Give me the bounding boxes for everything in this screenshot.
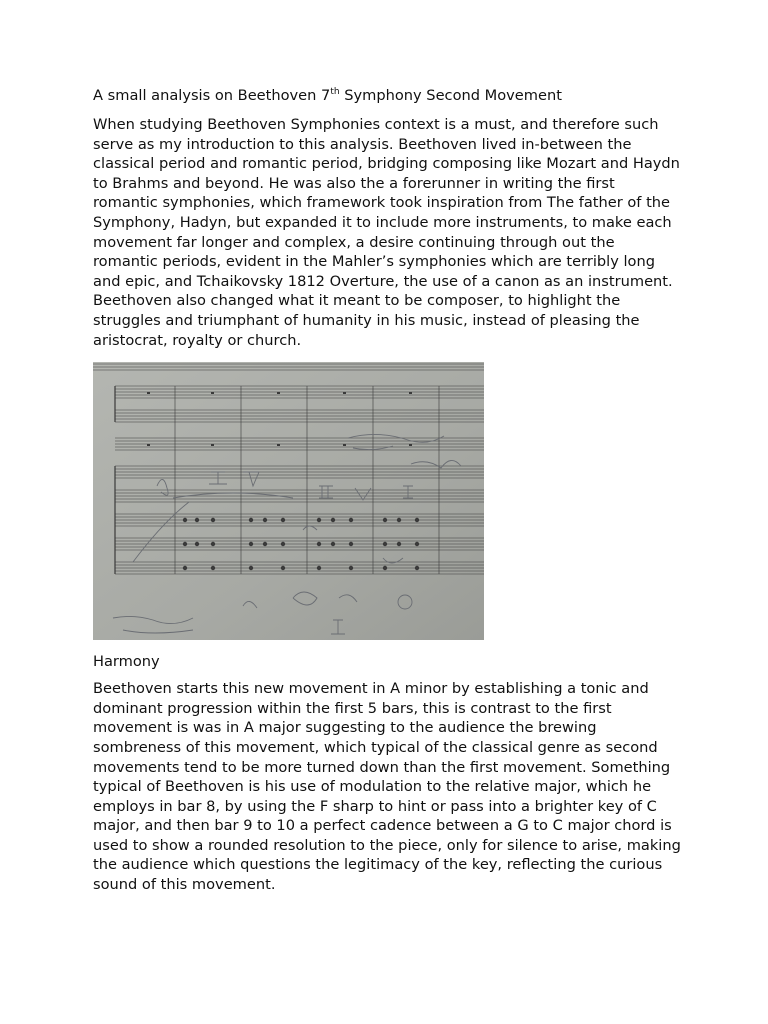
intro-paragraph: When studying Beethoven Symphonies context is a must, and therefore such serve as my introduction to this analysis. Beethoven lived in-between the classical period and romantic period, bridging composing like Mozart and Haydn to Brahms and beyond. He was also the a forerunner in writing the first romantic symphonies, which framework took inspiration from The father of the Symphony, Hadyn, but expanded it to include more instruments, to make each movement far longer and complex, a desire continuing through out the romantic periods, evident in the Mahler’s symphonies which are terribly long and epic, and Tchaikovsky 1812 Overture, the use of a canon as an instrument. Beethoven also changed what it meant to be composer, to highlight the struggles and triumphant of humanity in his music, instead of pleasing the aristocrat, royalty or church. bbox=[93, 116, 680, 349]
title-superscript: th bbox=[330, 87, 340, 97]
score-image bbox=[93, 362, 484, 640]
document-title bbox=[93, 86, 683, 105]
harmony-paragraph: Beethoven starts this new movement in A minor by establishing a tonic and dominant progression within the first 5 bars, this is contrast to the first movement is was in A major suggesting to the audience the brewing sombreness of this movement, which typical of the classical genre as second movements tend to be more turned down than the first movement. Something typical of Beethoven is his use of modulation to the relative major, which he employs in bar 8, by using the F sharp to hint or pass into a brighter key of C major, and then bar 9 to 10 a perfect cadence between a G to C major chord is used to show a rounded resolution to the piece, only for silence to arise, making the audience which questions the legitimacy of the key, reflecting the curious sound of this movement. bbox=[93, 680, 681, 894]
harmony-heading: Harmony bbox=[93, 653, 160, 671]
score-photo bbox=[93, 362, 484, 640]
document-page bbox=[93, 86, 683, 895]
title-text: A small analysis on Beethoven 7 bbox=[93, 87, 331, 104]
title-text-end: Symphony Second Movement bbox=[339, 87, 562, 104]
